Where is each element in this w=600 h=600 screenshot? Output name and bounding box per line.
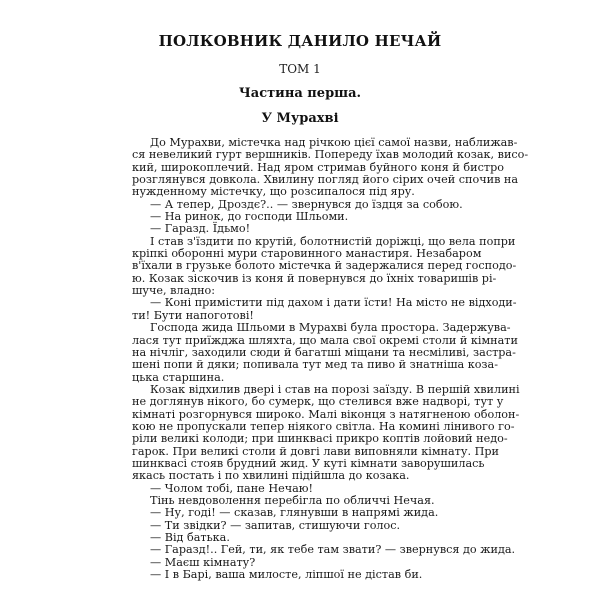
text-line: цька старшина. xyxy=(132,370,225,384)
text-line: Тінь невдоволення перебігла по обличчі Нечая. xyxy=(150,493,435,507)
text-line: — Чолом тобі, пане Нечаю! xyxy=(150,481,314,495)
text-line: гарок. При великі столи й довгі лави виповняли кімнату. При xyxy=(132,444,499,458)
text-line: Козак відхилив двері і став на порозі заїзду. В першій хвилині xyxy=(150,382,520,396)
text-line: — Від батька. xyxy=(150,531,230,544)
text-line: в'їхали в грузьке болото містечка й задержалися перед господо- xyxy=(132,259,517,273)
text-line: — Маєш кімнату? xyxy=(150,555,256,569)
text-line: шинквасі стояв брудний жид. У куті кімнати заворушилась xyxy=(132,456,485,470)
text-line: ти! Бути напоготові! xyxy=(132,308,254,322)
text-line: шені попи й дяки; попивала тут мед та пиво й знатніша коза- xyxy=(132,358,498,372)
text-line: кріпкі оборонні мури старовинного манастиря. Незабаром xyxy=(132,247,482,261)
book-title: ПОЛКОВНИК ДАНИЛО НЕЧАЙ xyxy=(158,32,442,50)
text-line: — Коні примістити під дахом і дати їсти! На місто не відходи- xyxy=(150,296,517,310)
text-line: лася тут приїжджа шляхта, що мала свої окремі столи й кімнати xyxy=(132,333,518,347)
text-line: якась постать і по хвилині підійшла до козака. xyxy=(132,469,410,483)
text-line: кий, широкоплечий. Над яром стримав буйного коня й бистро xyxy=(132,160,504,174)
text-line: До Мурахви, містечка над річкою цієї самої назви, наближав- xyxy=(150,136,518,149)
text-line: — Ти звідки? — запитав, стишуючи голос. xyxy=(150,518,401,532)
volume-label: ТОМ 1 xyxy=(279,62,321,76)
text-line: — Гаразд. Їдьмо! xyxy=(150,222,251,236)
text-line: ріли великі колоди; при шинквасі прикро коптів лойовий недо- xyxy=(132,432,508,446)
text-line: кімнаті розгорнувся широко. Малі віконця з натягненою оболон- xyxy=(132,407,520,421)
text-line: розглянувся довкола. Хвилину погляд його сірих очей спочив на xyxy=(132,173,519,187)
text-line: на нічліг, заходили сюди й багатші міщани та несміливі, застра- xyxy=(132,345,516,359)
text-line: — А тепер, Дроздє?.. — звернувся до їздця за собою. xyxy=(150,197,463,211)
text-line: ся невеликий гурт вершників. Попереду їхав молодий козак, висо- xyxy=(132,148,529,162)
text-line: не доглянув нікого, бо сумерк, що стелився вже надворі, тут у xyxy=(132,395,504,409)
text-line: шуче, владно: xyxy=(132,284,216,298)
part-heading: Частина перша. xyxy=(238,86,362,101)
text-line: — На ринок, до господи Шльоми. xyxy=(150,210,349,224)
text-line: — І в Барі, ваша милосте, ліпшої не дістав би. xyxy=(150,568,423,582)
text-line: кою не пропускали тепер ніякого світла. На комині лінивого го- xyxy=(132,419,515,433)
text-line: нужденному містечку, що розсипалося під яру. xyxy=(132,185,415,199)
text-line: — Гаразд!.. Гей, ти, як тебе там звати? — звернувся до жида. xyxy=(150,543,516,557)
text-line: Господа жида Шльоми в Мурахві була простора. Задержува- xyxy=(150,321,511,335)
body-text xyxy=(132,136,529,582)
chapter-heading: У Мурахві xyxy=(261,111,339,126)
text-line: І став з'їздити по крутій, болотнистій доріжці, що вела попри xyxy=(150,234,516,248)
text-line: — Ну, годі! — сказав, глянувши в напрямі жида. xyxy=(150,506,439,520)
text-line: ю. Козак зіскочив із коня й повернувся до їхніх товаришів рі- xyxy=(132,271,497,285)
